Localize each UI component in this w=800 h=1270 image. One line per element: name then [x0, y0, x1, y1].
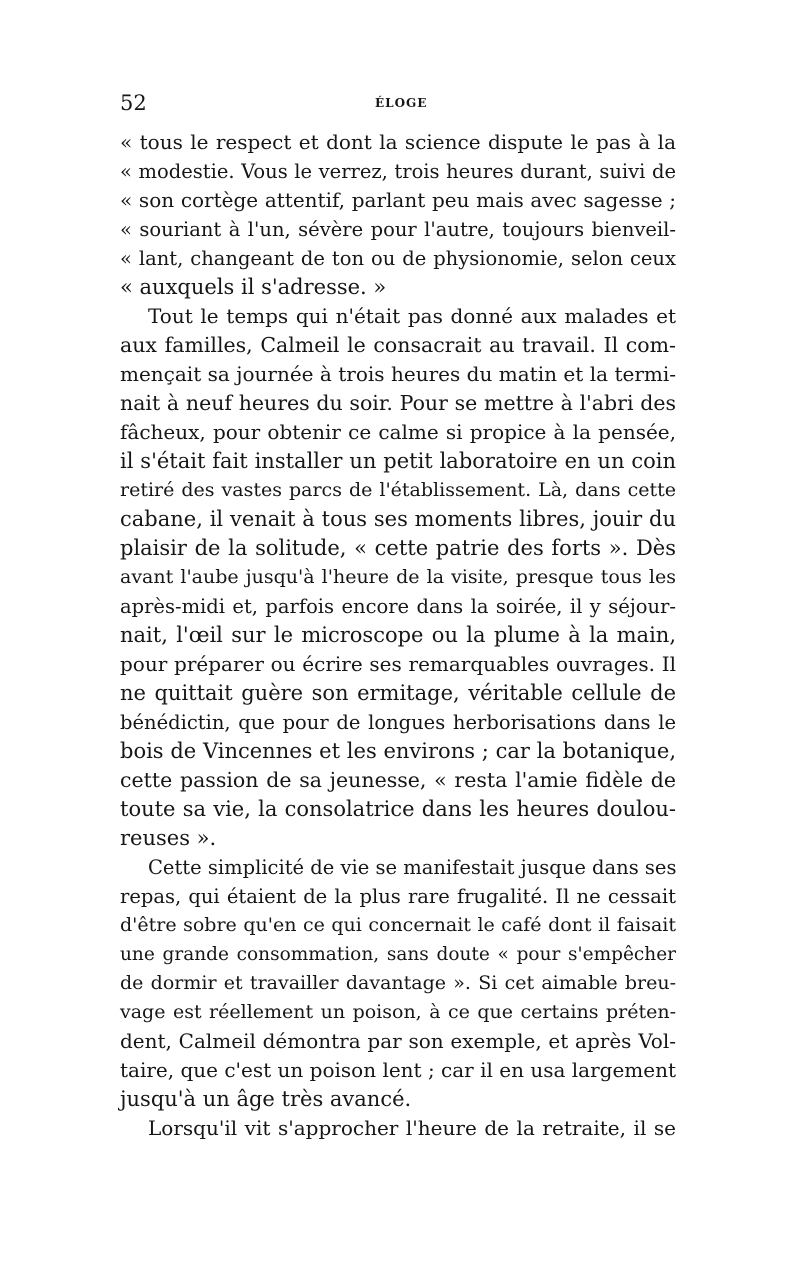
- text-line: repas, qui étaient de la plus rare frugalité. Il ne cessait: [120, 885, 676, 908]
- text-line: ne quittait guère son ermitage, véritable cellule de: [120, 681, 676, 705]
- text-line: toute sa vie, la consolatrice dans les heures doulou-: [120, 797, 676, 821]
- text-line: vage est réellement un poison, à ce que certains préten-: [120, 1001, 676, 1023]
- text-line: mençait sa journée à trois heures du matin et la termi-: [120, 362, 676, 386]
- text-line: nait, l'œil sur le microscope ou la plume à la main,: [120, 623, 676, 647]
- text-line: Lorsqu'il vit s'approcher l'heure de la retraite, il se: [148, 1116, 676, 1140]
- text-line: avant l'aube jusqu'à l'heure de la visite, presque tous les: [120, 566, 676, 588]
- text-line: « son cortège attentif, parlant peu mais avec sagesse ;: [120, 188, 676, 212]
- text-line: dent, Calmeil démontra par son exemple, et après Vol-: [120, 1029, 676, 1053]
- text-line: plaisir de la solitude, « cette patrie des forts ». Dès: [120, 536, 676, 560]
- body-text: [120, 128, 676, 1143]
- text-line: « lant, changeant de ton ou de physionomie, selon ceux: [120, 247, 676, 270]
- text-line: « souriant à l'un, sévère pour l'autre, toujours bienveil-: [120, 218, 676, 241]
- text-line: taire, que c'est un poison lent ; car il en usa largement: [120, 1058, 676, 1082]
- running-head: [120, 90, 680, 116]
- text-line: cabane, il venait à tous ses moments libres, jouir du: [120, 507, 676, 531]
- running-title: ÉLOGE: [375, 96, 428, 110]
- text-line: une grande consommation, sans doute « pour s'empêcher: [120, 944, 676, 965]
- text-line: aux familles, Calmeil le consacrait au travail. Il com-: [120, 333, 676, 357]
- text-line: pour préparer ou écrire ses remarquables ouvrages. Il: [120, 652, 676, 676]
- text-line: bois de Vincennes et les environs ; car la botanique,: [120, 739, 676, 763]
- page-number: 52: [120, 91, 147, 115]
- text-line: Tout le temps qui n'était pas donné aux malades et: [148, 304, 676, 328]
- text-line: d'être sobre qu'en ce qui concernait le café dont il faisait: [120, 914, 676, 936]
- text-line: nait à neuf heures du soir. Pour se mettre à l'abri des: [120, 391, 676, 415]
- text-line: « tous le respect et dont la science dispute le pas à la: [120, 130, 676, 154]
- text-line: bénédictin, que pour de longues herborisations dans le: [120, 711, 676, 734]
- text-line: après-midi et, parfois encore dans la soirée, il y séjour-: [120, 595, 676, 618]
- text-line: jusqu'à un âge très avancé.: [120, 1087, 412, 1111]
- text-line: reuses ».: [120, 826, 217, 850]
- text-line: il s'était fait installer un petit laboratoire en un coin: [120, 449, 676, 473]
- text-line: Cette simplicité de vie se manifestait jusque dans ses: [148, 856, 677, 879]
- text-line: fâcheux, pour obtenir ce calme si propice à la pensée,: [120, 420, 676, 444]
- text-line: « auxquels il s'adresse. »: [120, 275, 387, 299]
- text-line: « modestie. Vous le verrez, trois heures durant, suivi de: [120, 160, 676, 183]
- text-line: cette passion de sa jeunesse, « resta l'amie fidèle de: [120, 768, 676, 792]
- text-line: de dormir et travailler davantage ». Si cet aimable breu-: [120, 972, 676, 994]
- text-line: retiré des vastes parcs de l'établissement. Là, dans cette: [120, 479, 676, 501]
